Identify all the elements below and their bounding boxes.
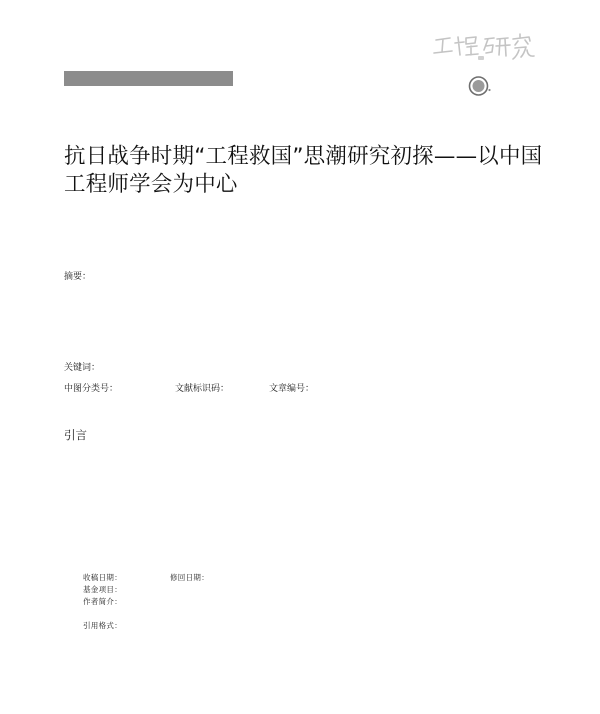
keywords-label: 关键词： — [64, 363, 101, 373]
journal-info-bar — [64, 71, 233, 86]
citation-format-label: 引用格式： — [83, 621, 122, 630]
introduction-heading: 引言 — [64, 428, 87, 442]
fund-project-label: 基金项目： — [83, 585, 122, 594]
document-code-label: 文献标识码： — [175, 384, 230, 394]
revised-date-label: 修回日期： — [170, 573, 209, 582]
article-number-label: 文章编号： — [269, 384, 315, 394]
abstract-label: 摘要： — [64, 272, 92, 282]
article-title: 抗日战争时期“工程救国”思潮研究初探——以中国工程师学会为中心 — [64, 144, 543, 197]
received-date-label: 收稿日期： — [83, 573, 122, 582]
clc-number-label: 中图分类号： — [64, 384, 119, 394]
open-access-circle-icon — [468, 75, 492, 99]
author-bio-label: 作者简介： — [83, 597, 122, 606]
journal-logo-icon — [430, 30, 540, 66]
